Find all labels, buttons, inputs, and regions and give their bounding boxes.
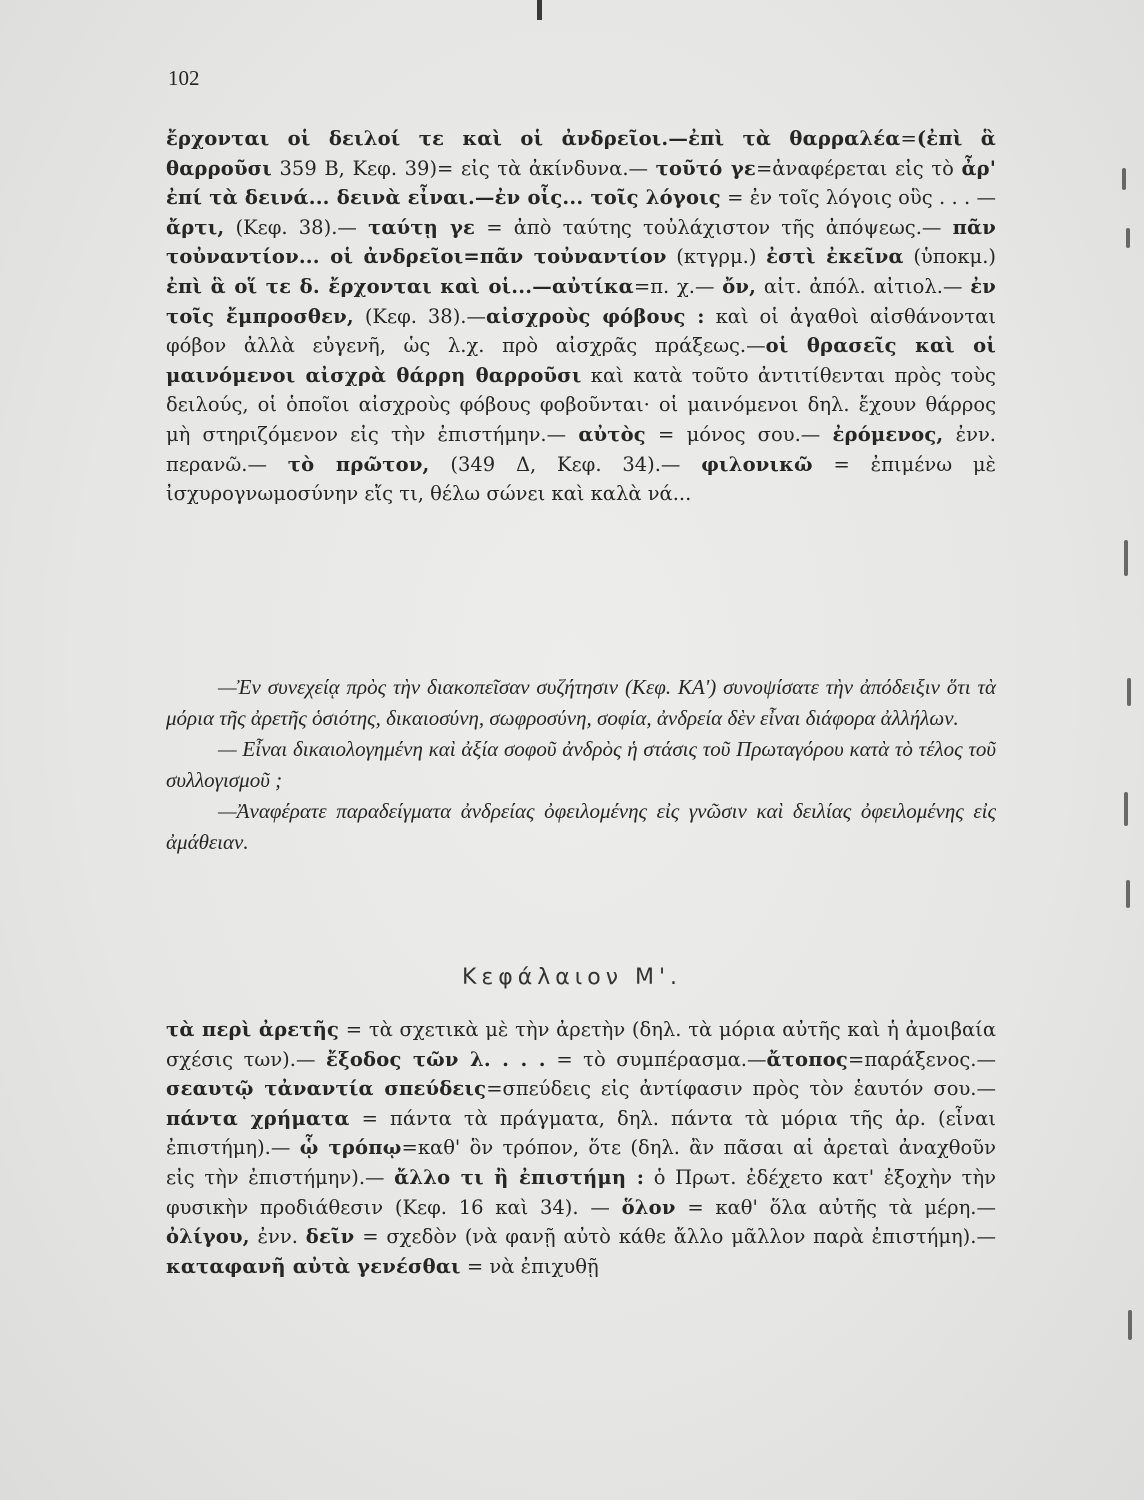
gloss-definition: αἰτ. ἀπόλ. αἰτιολ.— — [756, 274, 971, 298]
margin-mark — [1126, 228, 1130, 248]
gloss-definition: = τὸ συμπέρασμα.— — [545, 1047, 767, 1071]
gloss-definition: = τὰ σχετικὰ μὲ τὴν ἀρετὴν (δηλ. τὰ μόρια αὐτῆς καὶ ἡ ἀμοιβαία σχέσις των).— — [166, 1018, 996, 1071]
margin-mark — [1127, 678, 1131, 706]
gloss-definition: = ἐν τοῖς λόγοις οὓς . . . — — [720, 186, 996, 210]
gloss-definition: (349 Δ, Κεφ. 34).— — [429, 452, 702, 476]
gloss-term: ᾧ τρόπῳ — [299, 1136, 402, 1160]
margin-mark — [1124, 792, 1128, 826]
gloss-definition: = σχεδὸν (νὰ φανῇ αὐτὸ κάθε ἄλλο μᾶλλον παρὰ ἐπιστήμη).— — [354, 1225, 996, 1249]
gloss-term: ἄρτι, — [166, 215, 225, 239]
gloss-term: τὰ περὶ ἀρετῆς — [166, 1018, 340, 1041]
gloss-definition: ἐνν. περανῶ.— — [166, 422, 996, 476]
gloss-definition: (Κεφ. 38).— — [224, 215, 369, 239]
gloss-term: ἆρ' ἐπί τὰ δεινά... δεινὰ εἶναι.—ἐν οἷς... τοῖς λόγοις — [166, 156, 997, 210]
gloss-term: ἐν τοῖς ἔμπροσθεν, — [166, 274, 997, 328]
gloss-definition: = καθ' ὅλα αὐτῆς τὰ μέρη.— — [675, 1195, 997, 1219]
gloss-definition: =παράξενος.— — [847, 1047, 996, 1071]
gloss-term: ὅλον — [621, 1195, 676, 1219]
gloss-definition: (Κεφ. 38).— — [353, 304, 486, 328]
binding-mark — [537, 0, 542, 20]
gloss-term: οἱ θρασεῖς καὶ οἱ μαινόμενοι αἰσχρὰ θάρρη θαρροῦσι — [166, 334, 997, 387]
gloss-term: φιλονικῶ — [701, 452, 813, 476]
gloss-term: ἔρχονται οἱ δειλοί τε καὶ οἱ ἀνδρεῖοι.—ἐπὶ τὰ θαρραλέα — [166, 127, 901, 150]
question-paragraph: —Ἀναφέρατε παραδείγματα ἀνδρείας ὀφειλομένης εἰς γνῶσιν καὶ δειλίας ὀφειλομένης εἰς ἀμάθειαν. — [166, 799, 996, 854]
gloss-definition: = ἐπιμένω μὲ ἰσχυρογνωμοσύνην εἴς τι, θέλω σώνει καὶ καλὰ νά... — [166, 452, 997, 506]
gloss-term: τὸ πρῶτον, — [287, 452, 430, 476]
gloss-definition: =σπεύδεις εἰς ἀντίφασιν πρὸς τὸν ἑαυτόν σου.— — [486, 1077, 996, 1101]
gloss-term: πάντα χρήματα — [166, 1106, 350, 1130]
margin-mark — [1124, 540, 1128, 576]
gloss-term: ἄλλο τι ἢ ἐπιστήμη : — [394, 1165, 645, 1189]
gloss-term: ἔξοδος τῶν λ. . . . — [326, 1047, 546, 1071]
gloss-definition: = μόνος σου.— — [645, 422, 833, 446]
page-number: 102 — [168, 66, 200, 90]
gloss-term: αἰσχροὺς φόβους : — [486, 304, 705, 328]
gloss-definition: = νὰ ἐπιχυθῇ — [460, 1254, 599, 1278]
gloss-definition: =ἀναφέρεται εἰς τὸ — [755, 156, 962, 180]
glossary-section-2 — [166, 1015, 996, 1281]
gloss-term: δεῖν — [305, 1225, 355, 1249]
gloss-definition: καὶ οἱ ἀγαθοὶ αἰσθάνονται φόβον ἀλλὰ εὐγενῆ, ὡς λ.χ. πρὸ αἰσχρᾶς πράξεως.— — [166, 304, 996, 358]
gloss-definition: 359 Β, Κεφ. 39)= εἰς τὰ ἀκίνδυνα.— — [271, 156, 656, 180]
gloss-term: ἄτοπος — [766, 1047, 848, 1071]
gloss-term: πᾶν τοὐναντίον... οἱ ἀνδρεῖοι=πᾶν τοὐναντίον — [166, 215, 996, 269]
margin-mark — [1128, 1310, 1132, 1340]
gloss-definition: = — [900, 127, 917, 150]
gloss-term: αὐτὸς — [578, 422, 646, 446]
gloss-definition: = πάντα τὰ πράγματα, δηλ. πάντα τὰ μόρια τῆς ἀρ. (εἶναι ἐπιστήμη).— — [166, 1106, 996, 1160]
gloss-term: ἐπὶ ἃ οἵ τε δ. ἔρχονται καὶ οἱ...—αὐτίκα — [166, 274, 634, 298]
gloss-term: ὀλίγου, — [166, 1225, 250, 1249]
gloss-definition: (ὑποκμ.) — [903, 245, 997, 269]
gloss-term: ὄν, — [722, 274, 757, 298]
gloss-definition: καὶ κατὰ τοῦτο ἀντιτίθενται πρὸς τοὺς δειλούς, οἱ ὁποῖοι αἰσχροὺς φόβους φοβοῦνται· οἱ μαινόμενοι δηλ. ἔχουν θάρρος μὴ στηριζόμενον εἰς τὴν ἐπιστήμην.— — [166, 363, 996, 446]
margin-mark — [1122, 168, 1126, 190]
gloss-definition: = ἀπὸ ταύτης τοὐλάχιστον τῆς ἀπόψεως.— — [475, 215, 953, 239]
question-paragraph: —Ἐν συνεχείᾳ πρὸς τὴν διακοπεῖσαν συζήτησιν (Κεφ. ΚΑ') συνοψίσατε τὴν ἀπόδειξιν ὅτι τὰ μόρια τῆς ἀρετῆς ὁσιότης, δικαιοσύνη, σωφροσύνη, σοφία, ἀνδρεία δὲν εἶναι διάφορα ἀλλήλων. — [166, 675, 996, 730]
chapter-heading: Κεφάλαιον Μ'. — [461, 965, 683, 990]
review-questions — [166, 672, 996, 858]
gloss-term: ἐρόμενος, — [832, 422, 944, 446]
gloss-definition: ὁ Πρωτ. ἐδέχετο κατ' ἐξοχὴν τὴν φυσικὴν προδιάθεσιν (Κεφ. 16 καὶ 34). — — [166, 1165, 996, 1219]
glossary-section-1 — [166, 124, 996, 509]
gloss-definition: ἐνν. — [249, 1225, 306, 1249]
gloss-term: ταύτῃ γε — [368, 215, 476, 239]
gloss-term: καταφανῆ αὐτὰ γενέσθαι — [166, 1254, 461, 1278]
gloss-term: σεαυτῷ τἀναντία σπεύδεις — [166, 1077, 487, 1101]
gloss-definition: =π. χ.— — [633, 274, 723, 298]
question-paragraph: — Εἶναι δικαιολογημένη καὶ ἀξία σοφοῦ ἀνδρὸς ἡ στάσις τοῦ Πρωταγόρου κατὰ τὸ τέλος τοῦ συλλογισμοῦ ; — [166, 737, 996, 792]
gloss-term: ἐστὶ ἐκεῖνα — [766, 245, 904, 269]
gloss-definition: =καθ' ὃν τρόπον, ὅτε (δηλ. ἂν πᾶσαι αἱ ἀρεταὶ ἀναχθοῦν εἰς τὴν ἐπιστήμην).— — [166, 1136, 996, 1189]
gloss-term: (ἐπὶ ἃ θαρροῦσι — [166, 127, 996, 180]
gloss-term: τοῦτό γε — [655, 156, 756, 180]
margin-mark — [1126, 880, 1130, 908]
gloss-definition: (κτγρμ.) — [666, 245, 767, 269]
